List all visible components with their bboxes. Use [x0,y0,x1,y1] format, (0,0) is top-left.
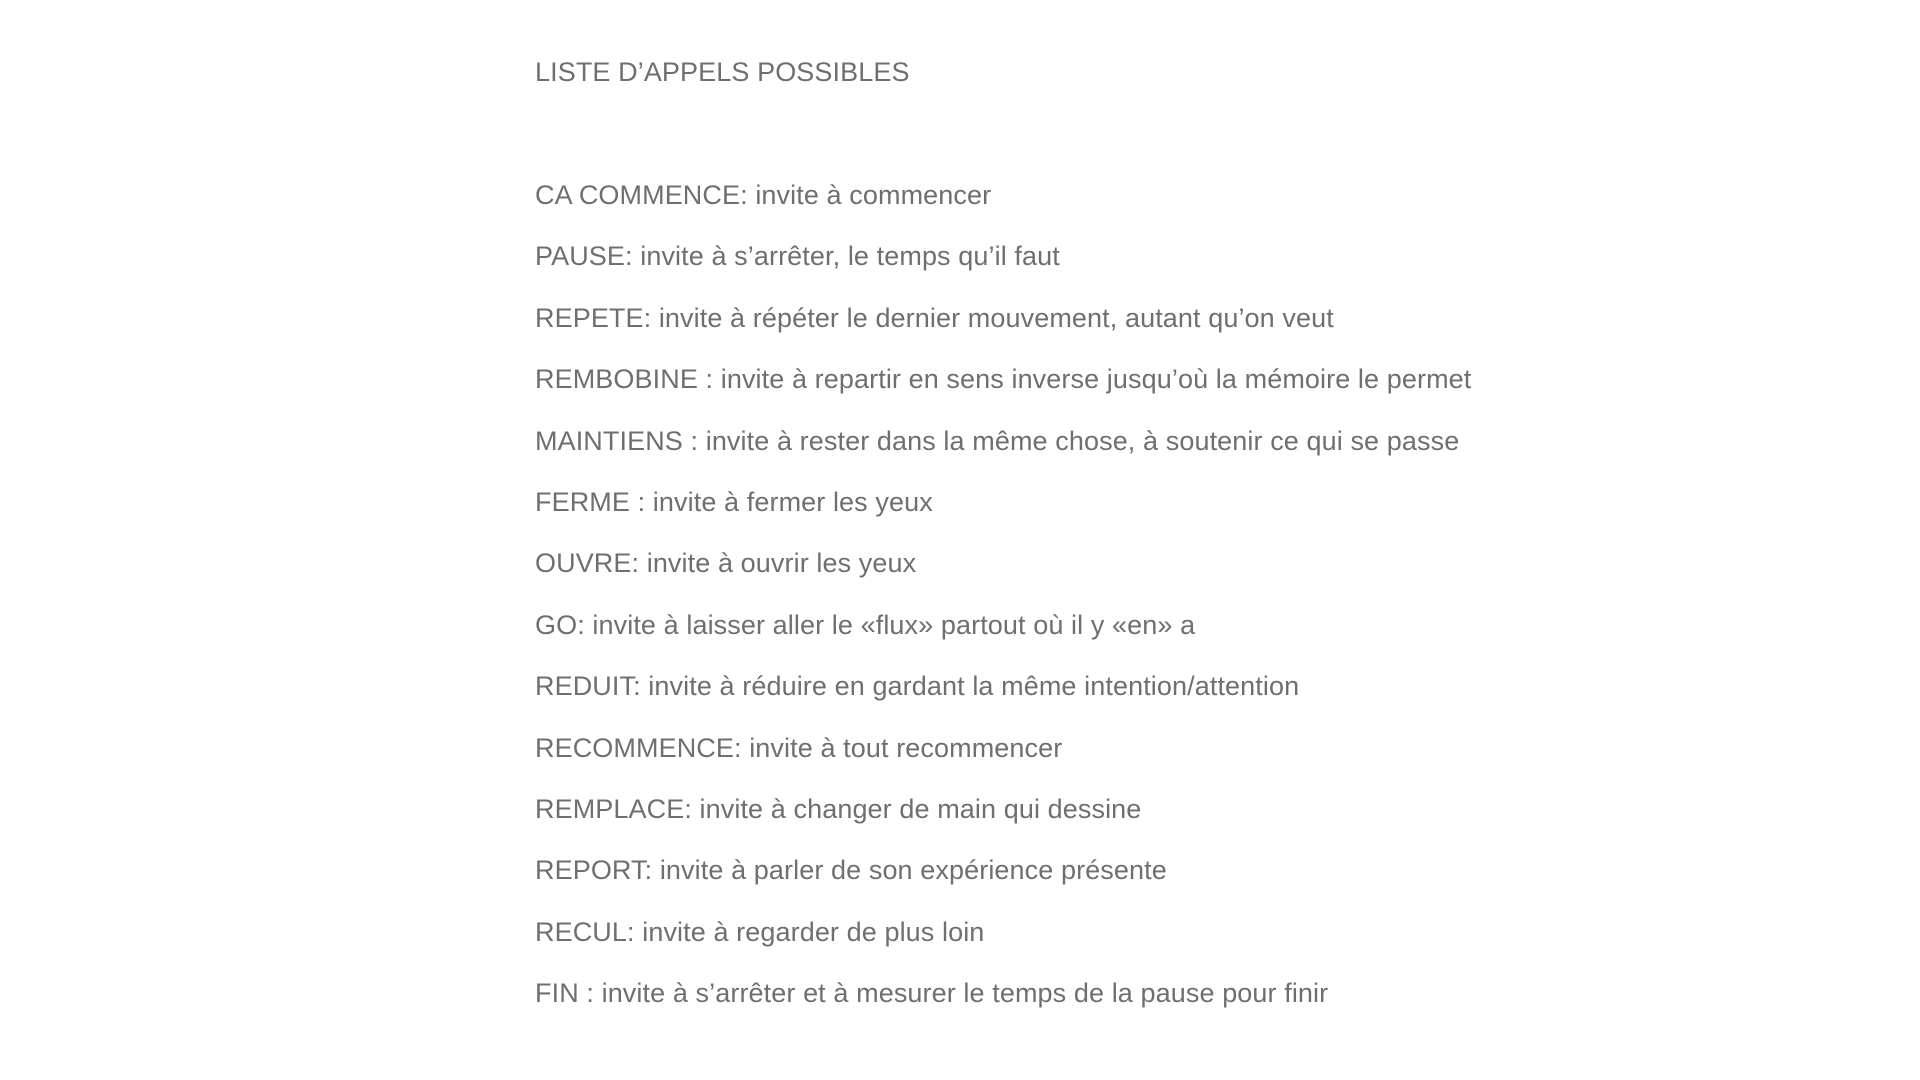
list-item: REPETE: invite à répéter le dernier mouvement, autant qu’on veut [535,302,1334,333]
list-item: GO: invite à laisser aller le «flux» partout où il y «en» a [535,609,1196,640]
list-item: REPORT: invite à parler de son expérience présente [535,855,1167,886]
list-item: FERME : invite à fermer les yeux [535,486,933,517]
list-item: REMPLACE: invite à changer de main qui dessine [535,793,1142,824]
list-item: REMBOBINE : invite à repartir en sens inverse jusqu’où la mémoire le permet [535,364,1472,395]
calls-list [535,179,1471,1038]
page-title: LISTE D’APPELS POSSIBLES [535,57,910,87]
list-item: FIN : invite à s’arrêter et à mesurer le temps de la pause pour finir [535,978,1329,1009]
list-item: REDUIT: invite à réduire en gardant la même intention/attention [535,671,1300,702]
list-item: OUVRE: invite à ouvrir les yeux [535,548,917,579]
document-page [535,56,1895,1009]
list-item: PAUSE: invite à s’arrêter, le temps qu’il faut [535,241,1060,272]
list-item: RECUL: invite à regarder de plus loin [535,916,985,947]
list-item: RECOMMENCE: invite à tout recommencer [535,732,1063,763]
list-item: MAINTIENS : invite à rester dans la même chose, à soutenir ce qui se passe [535,425,1460,456]
list-item: CA COMMENCE: invite à commencer [535,180,992,210]
